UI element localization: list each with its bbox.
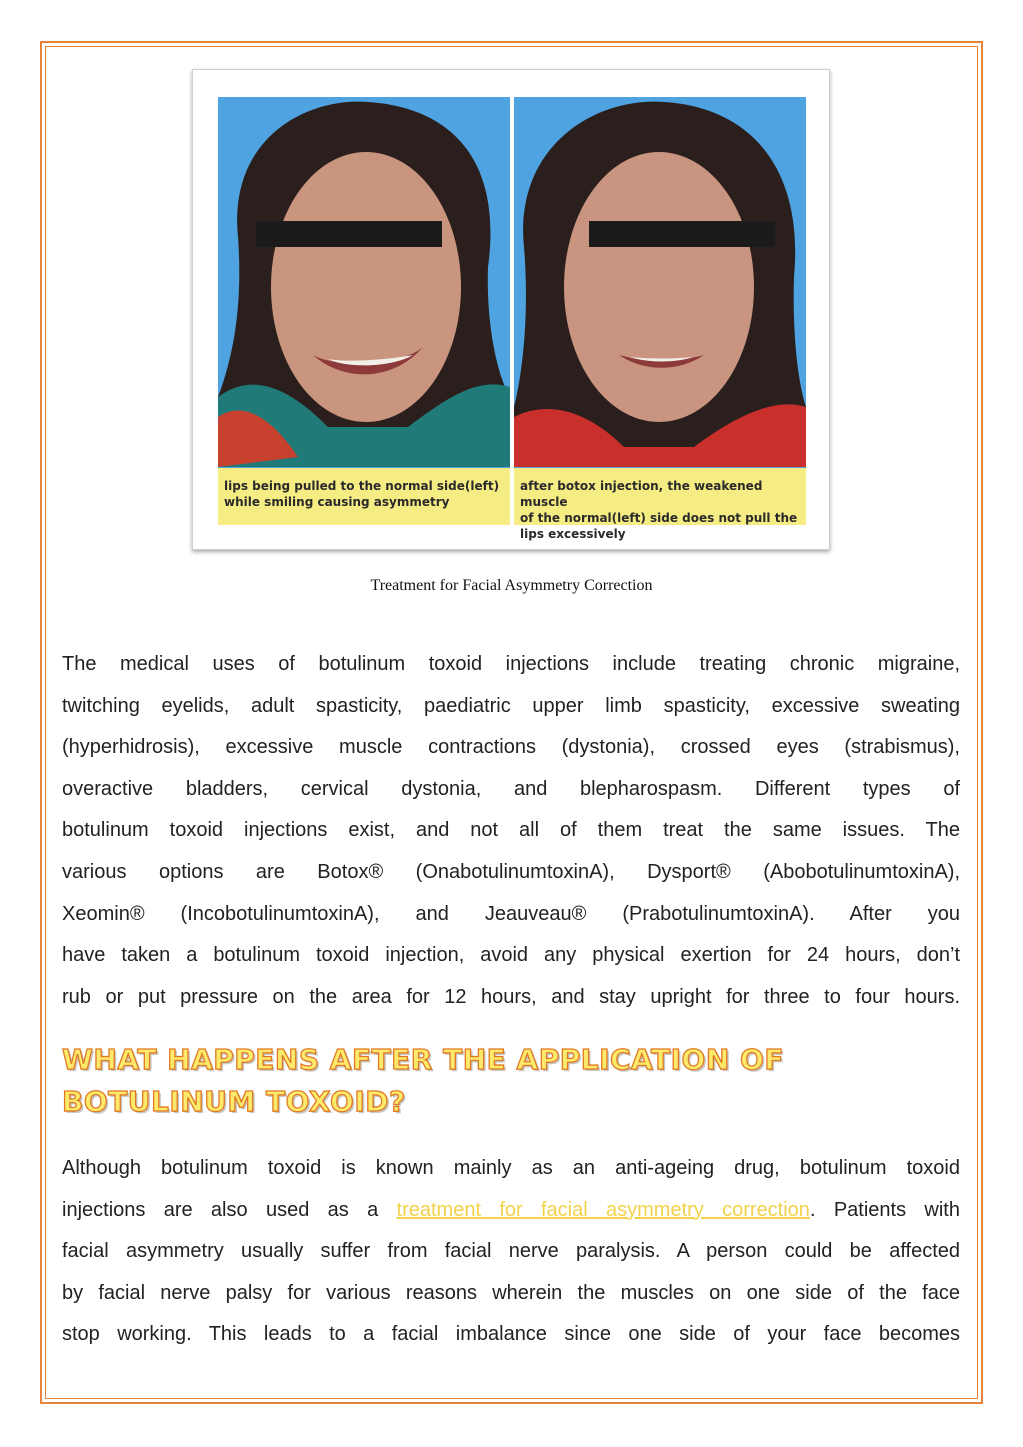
paragraph-line: Although botulinum toxoid is known mainly as an anti-ageing drug, botulinum toxoid [62, 1157, 960, 1179]
paragraph-after-application [62, 1148, 960, 1356]
before-caption-line: lips being pulled to the normal side(left) [224, 479, 500, 493]
after-caption-line: of the normal(left) side does not pull the [520, 511, 798, 525]
before-face-image [218, 97, 510, 525]
comparison-figure [192, 69, 830, 550]
paragraph-line: rub or put pressure on the area for 12 hours, and stay upright for three to four hours. [62, 985, 960, 1008]
paragraph-line: botulinum toxoid injections exist, and not all of them treat the same issues. The [62, 819, 960, 842]
before-caption [218, 468, 510, 525]
paragraph-line [62, 1190, 960, 1232]
after-face-image [514, 97, 806, 525]
paragraph-line: overactive bladders, cervical dystonia, and blepharospasm. Different types of [62, 777, 960, 800]
paragraph-medical-uses [62, 644, 960, 1018]
facial-asymmetry-link[interactable]: treatment for facial asymmetry correction [396, 1198, 810, 1221]
paragraph-line: have taken a botulinum toxoid injection, avoid any physical exertion for 24 hours, don’t [62, 944, 960, 967]
text-span: injections are also used as a [62, 1198, 397, 1221]
heading-line: WHAT HAPPENS AFTER THE APPLICATION OF [62, 1043, 784, 1076]
text-span: . Patients with [809, 1198, 960, 1221]
paragraph-line: The medical uses of botulinum toxoid injections include treating chronic migraine, [62, 653, 960, 675]
after-photo [514, 97, 806, 541]
heading-line: BOTULINUM TOXOID? [62, 1085, 406, 1118]
paragraph-line: (hyperhidrosis), excessive muscle contractions (dystonia), crossed eyes (strabismus), [62, 736, 960, 759]
paragraph-line: stop working. This leads to a facial imbalance since one side of your face becomes [62, 1323, 960, 1346]
before-photo [218, 97, 510, 525]
paragraph-line: Xeomin® (IncobotulinumtoxinA), and Jeauveau® (PrabotulinumtoxinA). After you [62, 902, 960, 925]
figure-caption: Treatment for Facial Asymmetry Correction [370, 577, 653, 594]
paragraph-line: by facial nerve palsy for various reasons wherein the muscles on one side of the face [62, 1281, 960, 1304]
paragraph-line: various options are Botox® (OnabotulinumtoxinA), Dysport® (AbobotulinumtoxinA), [62, 860, 960, 883]
paragraph-line: twitching eyelids, adult spasticity, paediatric upper limb spasticity, excessive sweating [62, 694, 960, 717]
section-heading [62, 1039, 922, 1123]
after-caption-line: lips excessively [520, 527, 626, 541]
before-caption-line: while smiling causing asymmetry [224, 495, 450, 509]
after-caption [514, 468, 806, 541]
after-caption-line: after botox injection, the weakened muscle [520, 479, 763, 509]
paragraph-line: facial asymmetry usually suffer from facial nerve paralysis. A person could be affected [62, 1240, 960, 1263]
